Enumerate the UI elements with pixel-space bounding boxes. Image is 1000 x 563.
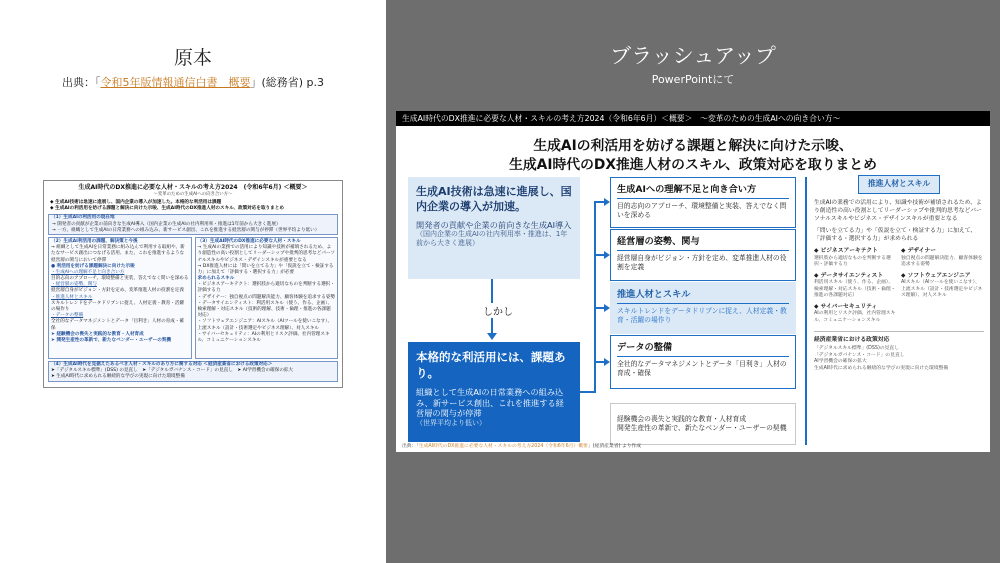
orig-col2-l6: 経営層自身がビジョン・方針を定め、変革推進人材の役割を定義: [51, 288, 184, 294]
however-label: しかし: [458, 303, 538, 318]
orig-title: 生成AI時代のDX推進に必要な人材・スキルの考え方2024 (令和6年6月) ＜概要＞: [78, 184, 308, 191]
orig-col2-l2: ● 利活用を妨げる課題解決に向けた示唆: [51, 263, 135, 269]
issue-box-note: （世界平均より低い）: [416, 419, 486, 427]
orig-col2-l10: 全社的なデータマネジメントとデータ「目利き」人材の育成・確保: [51, 319, 185, 331]
brushup-slide: [396, 111, 990, 452]
orig-sec1-line2: → 一方、組織として生成AIの日常業務への組み込み、新サービス創出、これを推進する経営層の関与が停滞（世界平均より低い）: [52, 227, 320, 233]
connector-branch-4: [594, 361, 604, 363]
orig-column-3: [195, 237, 339, 359]
challenge-box-data: [610, 335, 796, 389]
orig-col3-l2: → DX推進人材には「問いを立てる力」や「仮説を立て・検証する力」に加えて「評価する・選択する力」が必要: [197, 263, 334, 275]
orig-col2-l1: → 組織として生成AIを日常業務に組み込んで利用する取組や、新たなサービス創出につなげる活用、また、これを推進するような経営層の関与において停滞: [51, 245, 185, 263]
brushup-panel: [386, 0, 1000, 563]
orig-col3-l7: ・ソフトウェアエンジニア：AIスキル（AIツールを使いこなす）、上流スキル（設計・技術選定やビジネス理解）、対人スキル: [197, 319, 333, 331]
issue-box-title: 本格的な利活用には、課題あり。: [416, 350, 566, 380]
orig-col2-l4: 目的志向のアプローチ、環境整備と実装、答えでなく問いを深める: [51, 276, 189, 282]
policy-item-2: 「デジタルガバナンス・コード」の見直し: [814, 352, 905, 358]
right-column-divider: [805, 177, 807, 445]
challenge-4-title: データの整備: [617, 339, 789, 357]
orig-col2-l7: ・推進人材とスキル: [51, 294, 93, 300]
orig-col2-l5: ・経営層の姿勢、関与: [51, 282, 97, 288]
orig-column-2: [48, 237, 192, 359]
policy-item-3: AI学習機会の確保の拡大: [814, 359, 867, 365]
skills-paragraph-1: 生成AIの業務での活用により、知識や技術が補填されるため、より創造性の高い役割としてリーダーシップや批判的思考などパーソナルスキルやビジネス・デザインスキルが重要となる: [814, 199, 982, 223]
orig-col2-l12: ➤ 開発生産性の革新で、新たなベンダー・ユーザーの契機: [51, 337, 172, 343]
policy-separator: [814, 331, 984, 332]
connector-branch-1: [594, 201, 604, 203]
status-box-title: 生成AI技術は急速に進展し、国内企業の導入が加速。: [416, 185, 572, 213]
orig-section-1: [48, 214, 338, 235]
orig-section-4: [48, 361, 338, 382]
slide-headline-2: 生成AI時代のDX推進人材のスキル、政策対応を取りまとめ: [509, 157, 877, 173]
orig-sec1-line1: → 開発者の貢献が企業の前向きな生成AI導入（国内企業の生成AIの社内利用率・推進は1年前から大きく進展）: [52, 221, 281, 227]
role-data-scientist: [814, 272, 897, 300]
role-cyber-security: [814, 303, 897, 325]
role-2-title: ◆ デザイナー: [901, 248, 937, 255]
issue-box: [408, 342, 580, 442]
orig-col3-l8: ・サイバーセキュリティ：AIの利用とリスク評価、社内管理スキル、コミュニケーションスキル: [197, 331, 330, 343]
role-3-desc: 利活用スキル（使う、作る、企画）、検索理解・対応スキル（技術・倫理・推進の各課題対応）: [814, 280, 896, 299]
role-5-title: ◆ サイバーセキュリティ: [814, 304, 878, 311]
role-4-title: ◆ ソフトウェアエンジニア: [901, 272, 971, 279]
down-arrow-icon: [487, 333, 497, 340]
connector-trunk: [594, 201, 596, 393]
role-business-architect: [814, 247, 897, 269]
orig-col3-l1: → 生成AIの業務での活用により知識や技術が補填されるため、より創造性の高い役割としてリーダーシップや批判的思考などパーソナルスキルやビジネス・デザインスキルが重要となる: [197, 245, 335, 263]
issue-box-text: 組織として生成AIの日常業務への組み込み、新サービス創出、これを推進する経営層の関与が停滞: [416, 387, 564, 419]
orig-sec4-l2: ➤ 生成AI時代に求められる継続的な学びの実現に向けた環境整備: [51, 374, 185, 380]
challenge-1-title: 生成AIへの理解不足と向き合い方: [617, 181, 789, 199]
orig-subtitle: ～変革のための生成AIへの向き合い方～: [153, 192, 233, 198]
brushup-panel-title: ブラッシュアップ: [610, 44, 776, 68]
orig-sec4-head: （4）生成AI時代を見据えたあるべき人材・スキルのあり方に関する対応 ＜経済産業省における政策対応＞: [51, 361, 273, 367]
orig-col2-l8: スキルトレンドをデータドリブンに捉え、人材定義・教育・活躍の場作り: [51, 300, 185, 313]
challenge-3-desc: スキルトレンドをデータドリブンに捉え、人材定義・教育・活躍の場作り: [617, 307, 787, 325]
footer-suffix: 」(経済産業省) より作成: [587, 444, 642, 449]
slide-header-bar: 生成AI時代のDX推進に必要な人材・スキルの考え方2024（令和6年6月）＜概要＞ ～変革のための生成AIへの向き合い方～: [396, 111, 990, 126]
original-source-line: [0, 74, 386, 90]
orig-columns: [48, 237, 338, 359]
skills-role-grid: [814, 247, 984, 324]
orig-sec4-l1: ➤「デジタルスキル標準」(DSS) の見直し ➤「デジタルガバナンス・コード」の見直し ➤ AI学習機会の確保の拡大: [51, 368, 294, 374]
skills-badge: 推進人材とスキル: [858, 175, 940, 194]
original-panel-title: 原本: [173, 47, 212, 69]
role-4-desc: AIスキル（AIツールを使いこなす）、上流スキル（設計・技術選定やビジネス理解）、対人スキル: [901, 280, 983, 299]
outlook-line-2: 開発生産性の革新で、新たなベンダー・ユーザーの契機: [617, 424, 787, 433]
policy-title: 経済産業省における政策対応: [814, 336, 890, 343]
orig-bullet-1: ◆ 生成AI技術は急速に進展し、国内企業の導入が加速した。本格的な利活用は課題: [50, 200, 222, 206]
orig-bullet-2: ◆ 生成AIの利活用を妨げる課題と解決に向けた示唆、生成AI時代のDX推進人材のスキル、政策対応を取りまとめ: [50, 206, 284, 212]
role-1-desc: 選択肢から適切なものを判断する選択・評価する力: [814, 255, 891, 268]
slide-footer-source: [402, 442, 641, 449]
outlook-line-1: 経験機会の喪失と実践的な教育・人材育成: [617, 415, 747, 423]
role-2-desc: 独自視点の問題解決能力、顧客体験を追求する姿勢: [901, 255, 983, 268]
footer-prefix: 出典：「: [402, 444, 419, 449]
connector-main: [580, 391, 595, 393]
original-slide-thumbnail: [43, 180, 343, 388]
challenge-1-desc: 目的志向のアプローチ、環境整備と実装、答えでなく問いを深める: [617, 202, 787, 220]
connector-branch-2: [594, 254, 604, 256]
role-3-title: ◆ データサイエンティスト: [814, 272, 884, 279]
original-panel: [0, 0, 386, 563]
orig-col2-head: （2）生成AI利活用の課題、解決策と今後: [51, 238, 138, 244]
skills-paragraph-2: 「問いを立てる力」や「仮説を立て・検証する力」に加えて、「評価する・選択する力」が求められる: [814, 228, 977, 243]
status-box: [408, 177, 580, 279]
skills-column: [814, 175, 984, 445]
orig-col3-head: （3）生成AI時代のDX推進に必要な人材・スキル: [197, 238, 301, 244]
orig-col2-l11: ➤ 経験機会の喪失と実践的な教育・人材育成: [51, 331, 144, 337]
status-box-note: （国内企業の生成AIの社内利用率・推進は、1年前から大きく進展）: [416, 230, 568, 248]
slide-headline-1: 生成AIの利活用を妨げる課題と解決に向けた示唆、: [533, 138, 853, 154]
source-prefix: 出典：「: [61, 76, 101, 89]
orig-col3-l5: ・デザイナー：独自視点の問題解決能力、顧客体験を追求する姿勢: [197, 294, 335, 300]
policy-item-4: 生成AI時代に求められる継続的な学びの実現に向けた環境整備: [814, 365, 949, 371]
role-5-desc: AIの利用とリスク評価、社内管理スキル、コミュニケーションスキル: [814, 311, 896, 323]
orig-col3-l4: ・ビジネスアーキテクト：選択肢から適切なものを判断する選択・評価する力: [197, 282, 335, 294]
footer-source-link[interactable]: 生成AI時代のDX推進に必要な人材・スキルの考え方2024（令和6年6月）概要: [418, 444, 588, 449]
challenge-2-title: 経営層の姿勢、関与: [617, 233, 789, 251]
status-box-text: 開発者の貢献や企業の前向きな生成AI導入: [416, 219, 572, 230]
source-suffix: 」(総務省) p.3: [250, 76, 325, 89]
challenge-2-desc: 経営層自身がビジョン・方針を定め、変革推進人材の役割を定義: [617, 254, 787, 272]
role-designer: [901, 247, 984, 269]
policy-item-1: 「デジタルスキル標準」(DSS)の見直し: [814, 345, 900, 351]
challenge-3-title: 推進人材とスキル: [617, 286, 789, 304]
orig-col3-l6: ・データサイエンティスト：利活用スキル（使う、作る、企画）、検索理解・対応スキル（技術的理解、技術・倫理・推進の各課題対応）: [197, 300, 333, 319]
outlook-box: [610, 403, 796, 445]
brushup-panel-subtitle: PowerPointにて: [651, 73, 735, 86]
connector-branch-3: [594, 307, 604, 309]
orig-col2-l9: ・データの整備: [51, 313, 84, 319]
orig-col3-l3: 求められるスキル: [197, 276, 235, 282]
challenge-box-management: [610, 229, 796, 281]
orig-col2-l3: ・生成AIへの理解不足と向き合い方: [51, 269, 125, 275]
challenge-box-talent: [610, 282, 796, 334]
challenge-box-understanding: [610, 177, 796, 228]
source-link[interactable]: 令和5年版情報通信白書 概要: [100, 76, 251, 89]
role-software-engineer: [901, 272, 984, 300]
challenge-4-desc: 全社的なデータマネジメントとデータ「目利き」人材の育成・確保: [617, 360, 787, 378]
role-1-title: ◆ ビジネスアーキテクト: [814, 248, 878, 255]
orig-sec1-head: （1）生成AIの利活用の現在地: [51, 215, 115, 221]
